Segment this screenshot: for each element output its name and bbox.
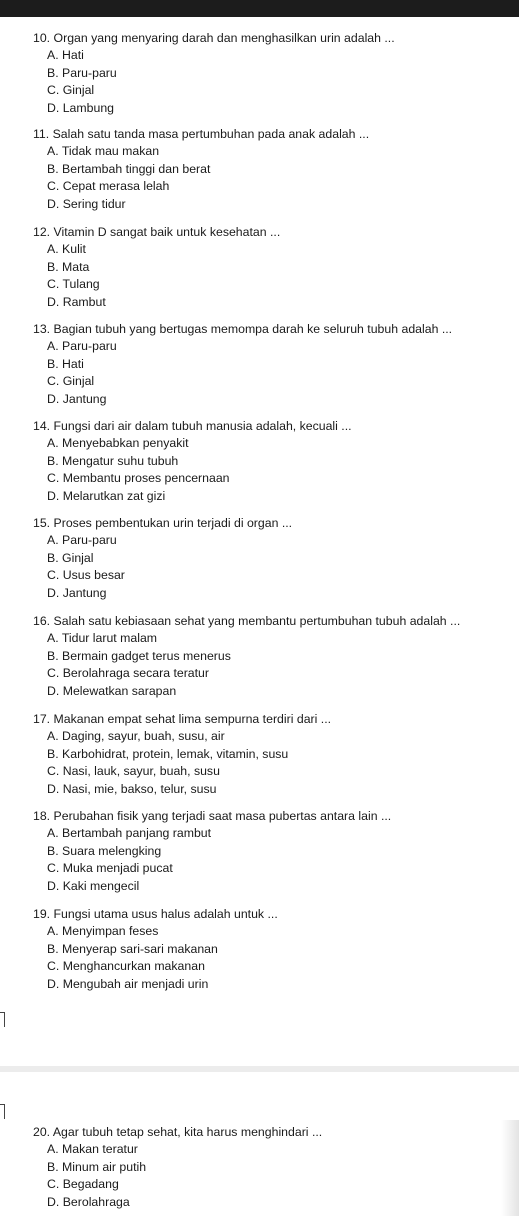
- option-d: D. Mengubah air menjadi urin: [47, 976, 209, 991]
- question-16: [33, 613, 517, 700]
- option-b: B. Hati: [47, 356, 84, 371]
- option-c: C. Muka menjadi pucat: [47, 861, 173, 875]
- question-20: [33, 1124, 517, 1211]
- option-a: A. Menyebabkan penyakit: [47, 436, 189, 450]
- question-text: 16. Salah satu kebiasaan sehat yang membantu pertumbuhan tubuh adalah ...: [33, 614, 461, 628]
- question-text: 15. Proses pembentukan urin terjadi di organ ...: [33, 516, 293, 530]
- option-c: C. Ginjal: [47, 374, 95, 388]
- option-d: D. Sering tidur: [47, 196, 126, 211]
- question-17: [33, 711, 517, 798]
- option-d: D. Jantung: [47, 391, 107, 406]
- option-c: C. Nasi, lauk, sayur, buah, susu: [47, 764, 220, 778]
- option-c: C. Berolahraga secara teratur: [47, 666, 209, 680]
- option-b: B. Paru-paru: [47, 65, 117, 80]
- option-a: A. Daging, sayur, buah, susu, air: [47, 729, 225, 743]
- option-d: D. Melewatkan sarapan: [47, 683, 177, 698]
- question-text: 20. Agar tubuh tetap sehat, kita harus menghindari ...: [33, 1125, 323, 1139]
- option-c: C. Cepat merasa lelah: [47, 179, 170, 193]
- question-13: [33, 321, 517, 408]
- top-bar: [0, 0, 519, 17]
- question-text: 18. Perubahan fisik yang terjadi saat masa pubertas antara lain ...: [33, 809, 392, 823]
- page-edge-mark: [0, 1104, 5, 1119]
- question-15: [33, 515, 517, 602]
- option-a: A. Paru-paru: [47, 533, 117, 547]
- option-d: D. Jantung: [47, 585, 107, 600]
- question-text: 12. Vitamin D sangat baik untuk kesehatan ...: [33, 225, 281, 239]
- option-b: B. Menyerap sari-sari makanan: [47, 941, 218, 956]
- question-text: 14. Fungsi dari air dalam tubuh manusia adalah, kecuali ...: [33, 419, 352, 433]
- option-b: B. Ginjal: [47, 550, 94, 565]
- option-d: D. Lambung: [47, 100, 114, 115]
- option-a: A. Tidak mau makan: [47, 144, 160, 158]
- option-a: A. Makan teratur: [47, 1142, 138, 1156]
- option-d: D. Nasi, mie, bakso, telur, susu: [47, 781, 217, 796]
- question-10: [33, 30, 517, 117]
- question-text: 19. Fungsi utama usus halus adalah untuk ...: [33, 907, 278, 921]
- question-18: [33, 808, 517, 895]
- question-14: [33, 418, 517, 505]
- option-b: B. Suara melengking: [47, 843, 162, 858]
- option-c: C. Ginjal: [47, 83, 95, 97]
- question-19: [33, 906, 517, 993]
- option-c: C. Begadang: [47, 1177, 119, 1191]
- question-text: 11. Salah satu tanda masa pertumbuhan pada anak adalah ...: [33, 127, 370, 141]
- question-12: [33, 224, 517, 311]
- option-b: B. Minum air putih: [47, 1159, 147, 1174]
- question-11: [33, 126, 517, 213]
- option-c: C. Tulang: [47, 277, 100, 291]
- option-a: A. Bertambah panjang rambut: [47, 826, 212, 840]
- option-b: B. Mengatur suhu tubuh: [47, 453, 179, 468]
- option-a: A. Hati: [47, 48, 84, 62]
- option-a: A. Kulit: [47, 242, 86, 256]
- option-b: B. Bertambah tinggi dan berat: [47, 161, 211, 176]
- option-a: A. Tidur larut malam: [47, 631, 158, 645]
- option-c: C. Menghancurkan makanan: [47, 959, 205, 973]
- question-text: 13. Bagian tubuh yang bertugas memompa darah ke seluruh tubuh adalah ...: [33, 322, 453, 336]
- option-d: D. Kaki mengecil: [47, 878, 140, 893]
- option-c: C. Usus besar: [47, 568, 125, 582]
- question-text: 17. Makanan empat sehat lima sempurna terdiri dari ...: [33, 712, 332, 726]
- option-b: B. Bermain gadget terus menerus: [47, 648, 231, 663]
- option-d: D. Rambut: [47, 294, 106, 309]
- option-a: A. Paru-paru: [47, 339, 117, 353]
- option-b: B. Mata: [47, 259, 90, 274]
- option-a: A. Menyimpan feses: [47, 924, 159, 938]
- page-break: [0, 1066, 519, 1072]
- option-d: D. Berolahraga: [47, 1194, 130, 1209]
- question-text: 10. Organ yang menyaring darah dan menghasilkan urin adalah ...: [33, 31, 395, 45]
- option-b: B. Karbohidrat, protein, lemak, vitamin, susu: [47, 746, 289, 761]
- page-edge-mark: [0, 1012, 5, 1027]
- option-c: C. Membantu proses pencernaan: [47, 471, 230, 485]
- option-d: D. Melarutkan zat gizi: [47, 488, 166, 503]
